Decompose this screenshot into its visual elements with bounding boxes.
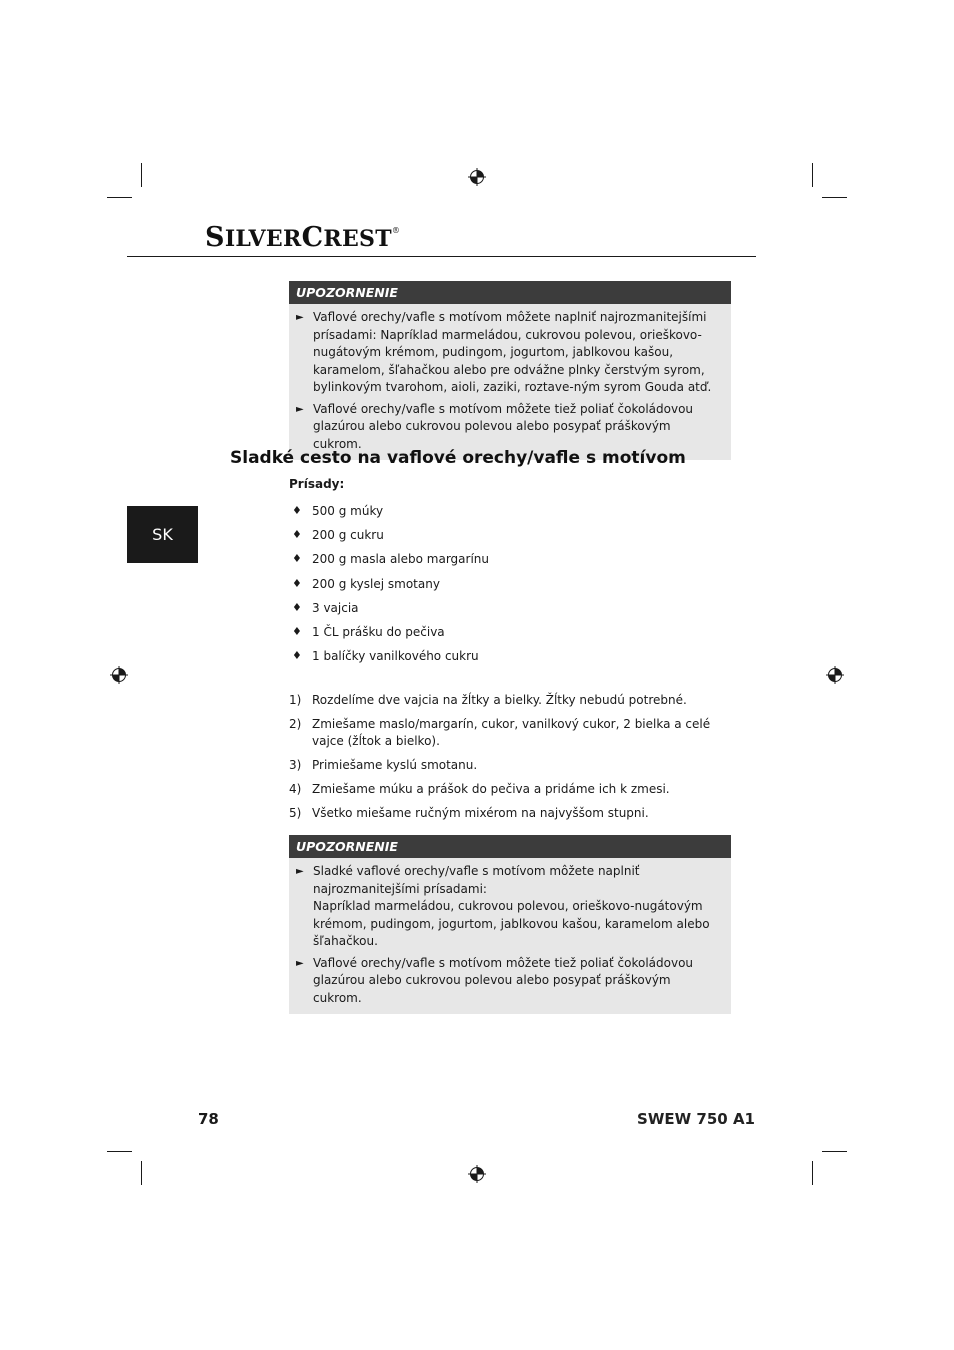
crop-mark [822, 1151, 847, 1152]
diamond-bullet-icon: ♦ [292, 649, 302, 663]
crop-mark [812, 163, 813, 187]
arrow-bullet-icon: ► [296, 866, 304, 877]
crop-mark [107, 1151, 132, 1152]
step-item: 1) Rozdelíme dve vajcia na žĺtky a bielky. Žĺtky nebudú potrebné. [289, 693, 687, 707]
language-tab: SK [127, 506, 198, 563]
note-title: UPOZORNENIE [289, 835, 731, 858]
header-rule [127, 256, 756, 257]
step-item: 3) Primiešame kyslú smotanu. [289, 758, 478, 772]
note-item: ► Vaflové orechy/vafle s motívom môžete tiež poliať čokoládovou glazúrou alebo cukrovou polevou alebo posypať práškovým cukrom. [296, 401, 694, 451]
brand-logo: SILVERCREST® [205, 222, 401, 253]
registration-mark-icon [468, 1165, 486, 1183]
ingredient-item: ♦ 1 balíčky vanilkového cukru [292, 644, 489, 668]
step-item: 4) Zmiešame múku a prášok do pečiva a pridáme ich k zmesi. [289, 782, 670, 796]
note-item: ► Sladké vaflové orechy/vafle s motívom môžete naplniť najrozmanitejšími prísadami: Napríklad marmeládou, cukrovou polevou, orieškovo-nugátovým krémom, pudingom, jogurtom, jablkovou kašou, karamelom alebo šľahačkou. [296, 864, 710, 948]
crop-mark [812, 1161, 813, 1185]
ingredient-item: ♦ 1 ČL prášku do pečiva [292, 620, 489, 644]
ingredients-heading: Prísady: [289, 477, 345, 491]
diamond-bullet-icon: ♦ [292, 576, 302, 590]
step-item: 5) Všetko miešame ručným mixérom na najvyššom stupni. [289, 806, 649, 820]
steps-list [289, 692, 729, 829]
arrow-bullet-icon: ► [296, 403, 304, 415]
crop-mark [107, 197, 132, 198]
model-number: SWEW 750 A1 [637, 1110, 755, 1128]
ingredients-list [292, 499, 489, 668]
ingredient-item: ♦ 3 vajcia [292, 596, 489, 620]
diamond-bullet-icon: ♦ [292, 600, 302, 614]
arrow-bullet-icon: ► [296, 312, 304, 323]
diamond-bullet-icon: ♦ [292, 528, 302, 542]
diamond-bullet-icon: ♦ [292, 504, 302, 517]
page-number: 78 [198, 1110, 219, 1128]
crop-mark [141, 163, 142, 187]
registration-mark-icon [110, 666, 128, 684]
note-box [289, 835, 731, 1014]
note-item: ► Vaflové orechy/vafle s motívom môžete naplniť najrozmanitejšími prísadami: Napríklad marmeládou, cukrovou polevou, orieškovo-nugátovým krémom, pudingom, jogurtom, jablkovou kašou, karamelom, šľahačkou alebo pre odvážne plnky čerstvým syrom, bylinkovým tvarohom, aioli, zaziki, roztave-ným syrom Gouda atď. [296, 310, 712, 394]
ingredient-item: ♦ 500 g múky [292, 499, 489, 523]
note-item: ► Vaflové orechy/vafle s motívom môžete tiež poliať čokoládovou glazúrou alebo cukrovou polevou alebo posypať práškovým cukrom. [296, 955, 694, 1005]
ingredient-item: ♦ 200 g cukru [292, 523, 489, 547]
note-list [289, 858, 731, 1014]
crop-mark [141, 1161, 142, 1185]
arrow-bullet-icon: ► [296, 957, 304, 969]
registration-mark-icon [826, 666, 844, 684]
note-title: UPOZORNENIE [289, 281, 731, 304]
step-item: 2) Zmiešame maslo/margarín, cukor, vanilkový cukor, 2 bielka a celé vajce (žĺtok a bielko). [289, 717, 711, 748]
section-title: Sladké cesto na vaflové orechy/vafle s motívom [230, 448, 686, 468]
ingredient-item: ♦ 200 g masla alebo margarínu [292, 547, 489, 571]
note-list [289, 304, 731, 460]
ingredient-item: ♦ 200 g kyslej smotany [292, 572, 489, 596]
registration-mark-icon [468, 168, 486, 186]
note-box [289, 281, 731, 460]
crop-mark [822, 197, 847, 198]
diamond-bullet-icon: ♦ [292, 552, 302, 566]
diamond-bullet-icon: ♦ [292, 624, 302, 638]
